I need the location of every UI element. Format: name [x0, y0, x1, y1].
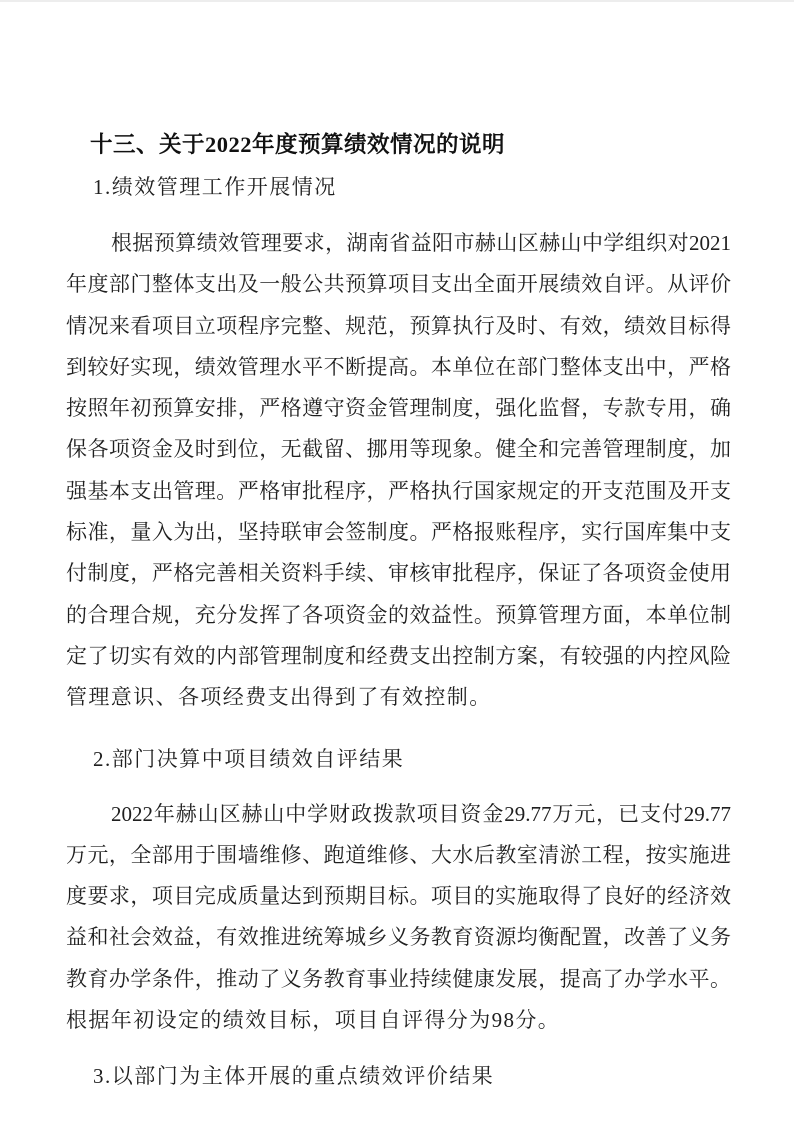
text-line: 万元，全部用于围墙维修、跑道维修、大水后教室清淤工程，按实施进 — [66, 842, 731, 867]
subheading-performance-management: 1.绩效管理工作开展情况 — [93, 175, 337, 199]
text-line: 教育办学条件，推动了义务教育事业持续健康发展，提高了办学水平。 — [66, 966, 731, 991]
text-line: 根据年初设定的绩效目标，项目自评得分为98分。 — [66, 1008, 561, 1033]
subheading-key-performance-evaluation: 3.以部门为主体开展的重点绩效评价结果 — [93, 1064, 495, 1089]
text-line: 益和社会效益，有效推进统筹城乡义务教育资源均衡配置，改善了义务 — [66, 925, 731, 950]
text-line: 度要求，项目完成质量达到预期目标。项目的实施取得了良好的经济效 — [66, 884, 731, 909]
text-line: 管理意识、各项经费支出得到了有效控制。 — [66, 685, 492, 710]
text-line: 根据预算绩效管理要求，湖南省益阳市赫山区赫山中学组织对2021 — [111, 231, 731, 255]
page-top-edge — [0, 0, 794, 2]
text-line: 按照年初预算安排，严格遵守资金管理制度，强化监督，专款专用，确 — [66, 396, 731, 421]
text-line: 定了切实有效的内部管理制度和经费支出控制方案，有较强的内控风险 — [66, 643, 731, 668]
text-line: 情况来看项目立项程序完整、规范，预算执行及时、有效，绩效目标得 — [66, 313, 731, 338]
text-line: 2022年赫山区赫山中学财政拨款项目资金29.77万元，已支付29.77 — [111, 801, 731, 826]
text-line: 强基本支出管理。严格审批程序，严格执行国家规定的开支范围及开支 — [66, 478, 731, 503]
text-line: 保各项资金及时到位，无截留、挪用等现象。健全和完善管理制度，加 — [66, 437, 731, 462]
paragraph-performance-management — [66, 223, 731, 719]
paragraph-self-evaluation — [66, 794, 731, 1042]
subheading-self-evaluation-results: 2.部门决算中项目绩效自评结果 — [93, 746, 405, 771]
text-line: 付制度，严格完善相关资料手续、审核审批程序，保证了各项资金使用 — [66, 561, 731, 586]
section-heading: 十三、关于2022年度预算绩效情况的说明 — [90, 132, 506, 157]
text-line: 标准，量入为出，坚持联审会签制度。严格报账程序，实行国库集中支 — [66, 520, 731, 545]
text-line: 的合理合规，充分发挥了各项资金的效益性。预算管理方面，本单位制 — [66, 602, 731, 627]
text-line: 年度部门整体支出及一般公共预算项目支出全面开展绩效自评。从评价 — [66, 272, 731, 297]
text-line: 到较好实现，绩效管理水平不断提高。本单位在部门整体支出中，严格 — [66, 354, 731, 379]
